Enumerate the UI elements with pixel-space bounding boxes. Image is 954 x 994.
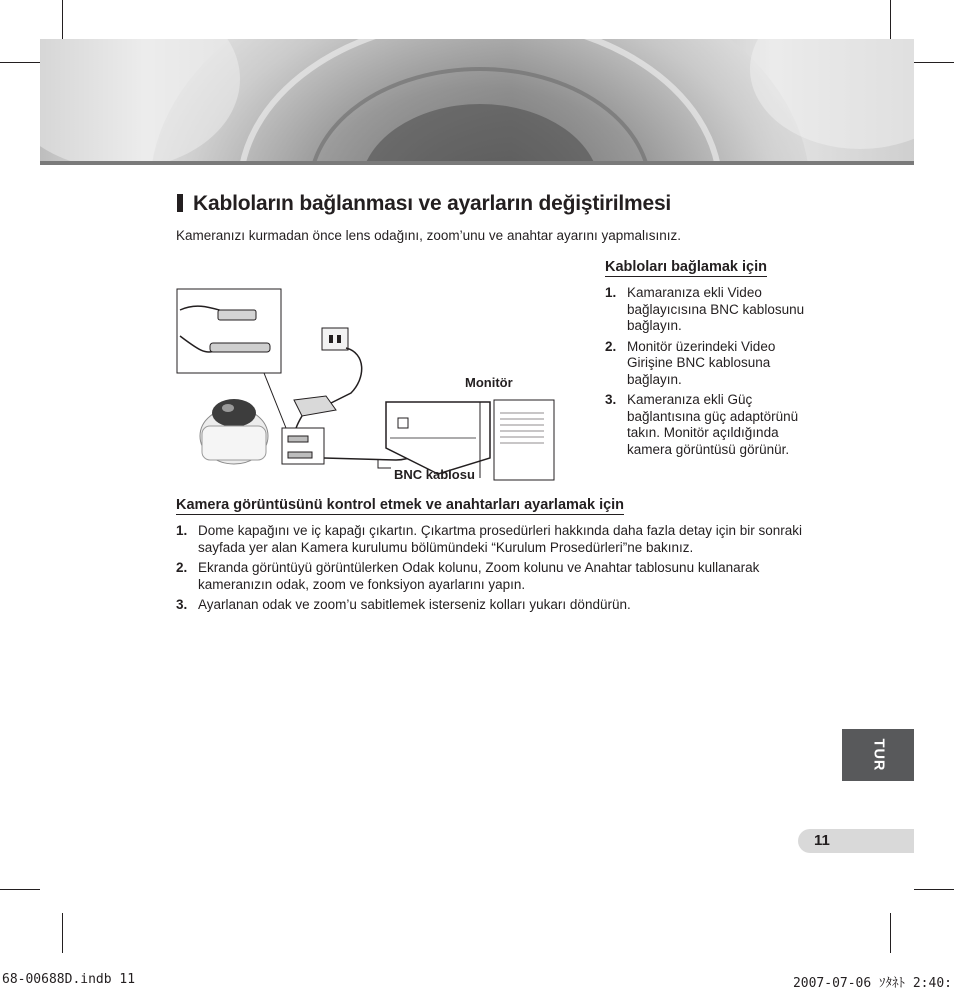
step-text: Ayarlanan odak ve zoom’u sabitlemek isterseniz kolları yukarı döndürün. <box>198 597 631 612</box>
step-text: Monitör üzerindeki Video Girişine BNC kablosuna bağlayın. <box>627 338 776 387</box>
language-tab <box>842 729 914 781</box>
lens-photo <box>40 39 914 165</box>
step-text: Kamaranıza ekli Video bağlayıcısına BNC kablosunu bağlayın. <box>627 285 805 333</box>
header-banner-image <box>40 39 914 165</box>
language-tab-label: TUR <box>870 738 886 772</box>
step-number: 2. <box>605 338 617 354</box>
control-steps-list <box>176 523 806 618</box>
list-item <box>605 392 805 458</box>
page-title-text: Kabloların bağlanması ve ayarların değiştirilmesi <box>193 192 672 215</box>
control-section-title: Kamera görüntüsünü kontrol etmek ve anahtarları ayarlamak için <box>176 497 625 513</box>
step-number: 1. <box>605 285 617 300</box>
connector-inset <box>177 289 281 373</box>
list-item <box>605 285 805 335</box>
power-adapter <box>294 396 336 416</box>
step-number: 1. <box>176 523 188 538</box>
list-item <box>176 560 806 593</box>
crop-mark <box>890 913 891 953</box>
crop-mark <box>914 62 954 63</box>
page-title <box>177 192 671 216</box>
list-item <box>605 339 805 389</box>
print-slug-left: 68-00688D.indb 11 <box>2 972 136 987</box>
step-text: Kameranıza ekli Güç bağlantısına güç adaptörünü takın. Monitör açıldığında kamera görüntüsü görünür. <box>627 392 799 457</box>
print-slug-right: 2007-07-06 ｿﾀﾈﾄ 2:40: <box>792 976 952 991</box>
wall-outlet <box>322 328 348 350</box>
crop-mark <box>0 62 40 63</box>
intro-text: Kameranızı kurmadan önce lens odağını, zoom’unu ve anahtar ayarını yapmalısınız. <box>176 228 682 243</box>
step-text: Dome kapağını ve iç kapağı çıkartın. Çıkartma prosedürleri hakkında daha fazla detay için bir sonraki sayfada yer alan Kamera kurulumu bölümündeki “Kurulum Prosedürleri”ne bakınız. <box>198 523 803 555</box>
monitor-label: Monitör <box>465 375 513 390</box>
list-item <box>176 597 806 614</box>
cables-section-title: Kabloları bağlamak için <box>605 259 767 275</box>
heading-bullet <box>177 194 183 212</box>
list-item <box>176 523 806 556</box>
bnc-cable-label: BNC kablosu <box>394 467 475 482</box>
crop-mark <box>0 889 40 890</box>
crop-mark <box>62 913 63 953</box>
step-text: Ekranda görüntüyü görüntülerken Odak kolunu, Zoom kolunu ve Anahtar tablosunu kullanarak kameranızın odak, zoom ve fonksiyon ayarlarını yapın. <box>198 560 760 592</box>
crop-mark <box>914 889 954 890</box>
step-number: 2. <box>176 560 188 575</box>
step-number: 3. <box>176 597 188 612</box>
camera-cable-box <box>282 428 324 464</box>
crop-mark <box>62 0 63 40</box>
step-number: 3. <box>605 392 617 407</box>
cables-steps-list <box>605 285 805 462</box>
crop-mark <box>890 0 891 40</box>
page-number: 11 <box>814 832 830 849</box>
